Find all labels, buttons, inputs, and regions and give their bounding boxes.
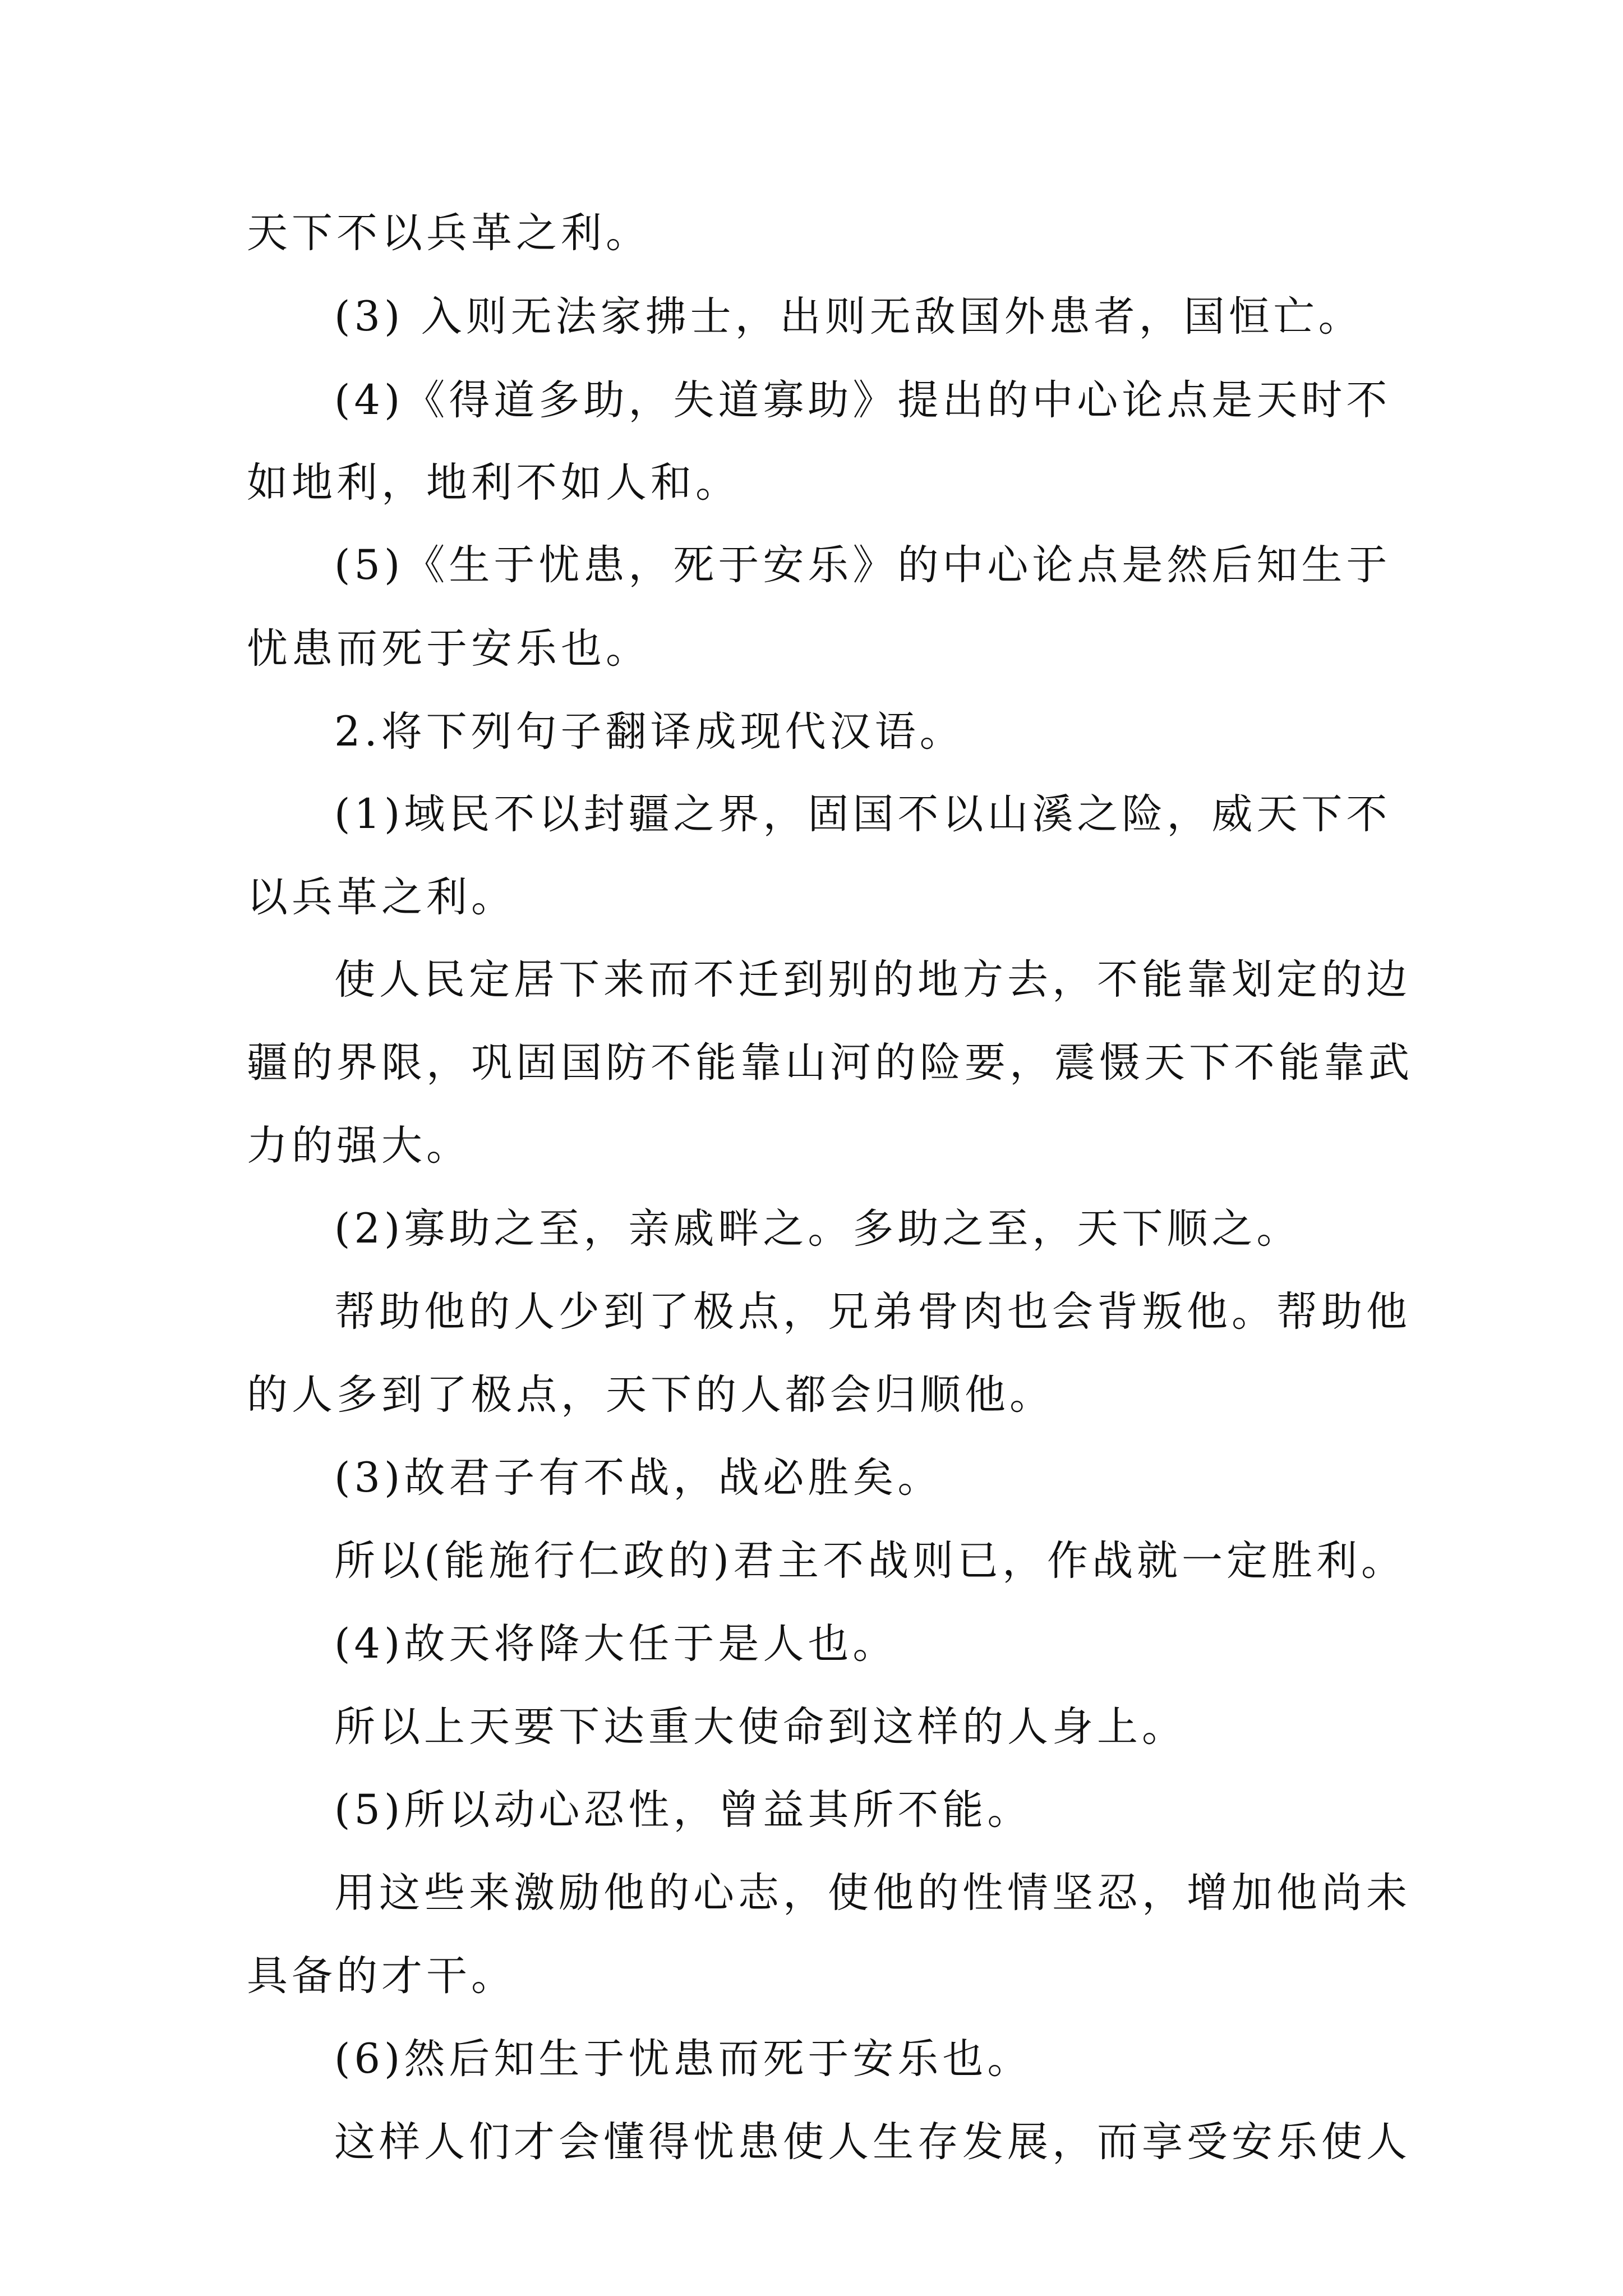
text-line-23: (6)然后知生于忧患而死于安乐也。 bbox=[334, 2035, 1032, 2083]
text-line-6: 忧患而死于安乐也。 bbox=[247, 625, 651, 673]
text-line-19: 所以上天要下达重大使命到这样的人身上。 bbox=[334, 1703, 1187, 1751]
text-line-3: (4)《得道多助，失道寡助》提出的中心论点是天时不 bbox=[334, 376, 1391, 424]
text-line-10: 使人民定居下来而不迁到别的地方去，不能靠划定的边 bbox=[334, 956, 1411, 1004]
text-line-15: 的人多到了极点，天下的人都会归顺他。 bbox=[247, 1371, 1054, 1419]
text-line-7: 2.将下列句子翻译成现代汉语。 bbox=[334, 708, 965, 756]
text-line-18: (4)故天将降大任于是人也。 bbox=[334, 1620, 898, 1668]
text-line-13: (2)寡助之至，亲戚畔之。多助之至，天下顺之。 bbox=[334, 1205, 1302, 1253]
text-line-24: 这样人们才会懂得忧患使人生存发展，而享受安乐使人 bbox=[334, 2118, 1411, 2166]
text-line-22: 具备的才干。 bbox=[247, 1952, 516, 2000]
text-line-21: 用这些来激励他的心志，使他的性情坚忍，增加他尚未 bbox=[334, 1869, 1411, 1917]
text-line-2: (3) 入则无法家拂士，出则无敌国外患者，国恒亡。 bbox=[334, 293, 1363, 341]
text-line-14: 帮助他的人少到了极点，兄弟骨肉也会背叛他。帮助他 bbox=[334, 1288, 1411, 1336]
text-line-16: (3)故君子有不战，战必胜矣。 bbox=[334, 1454, 943, 1502]
text-line-4: 如地利，地利不如人和。 bbox=[247, 459, 740, 507]
text-line-9: 以兵革之利。 bbox=[247, 873, 516, 921]
text-line-20: (5)所以动心忍性，曾益其所不能。 bbox=[334, 1786, 1032, 1834]
text-line-5: (5)《生于忧患，死于安乐》的中心论点是然后知生于 bbox=[334, 541, 1391, 589]
text-line-12: 力的强大。 bbox=[247, 1122, 471, 1170]
text-line-8: (1)域民不以封疆之界，固国不以山溪之险，威天下不 bbox=[334, 790, 1391, 838]
text-line-17: 所以(能施行仁政的)君主不战则已，作战就一定胜利。 bbox=[334, 1537, 1406, 1585]
text-line-1: 天下不以兵革之利。 bbox=[247, 209, 651, 257]
text-line-11: 疆的界限，巩固国防不能靠山河的险要，震慑天下不能靠武 bbox=[247, 1039, 1413, 1087]
